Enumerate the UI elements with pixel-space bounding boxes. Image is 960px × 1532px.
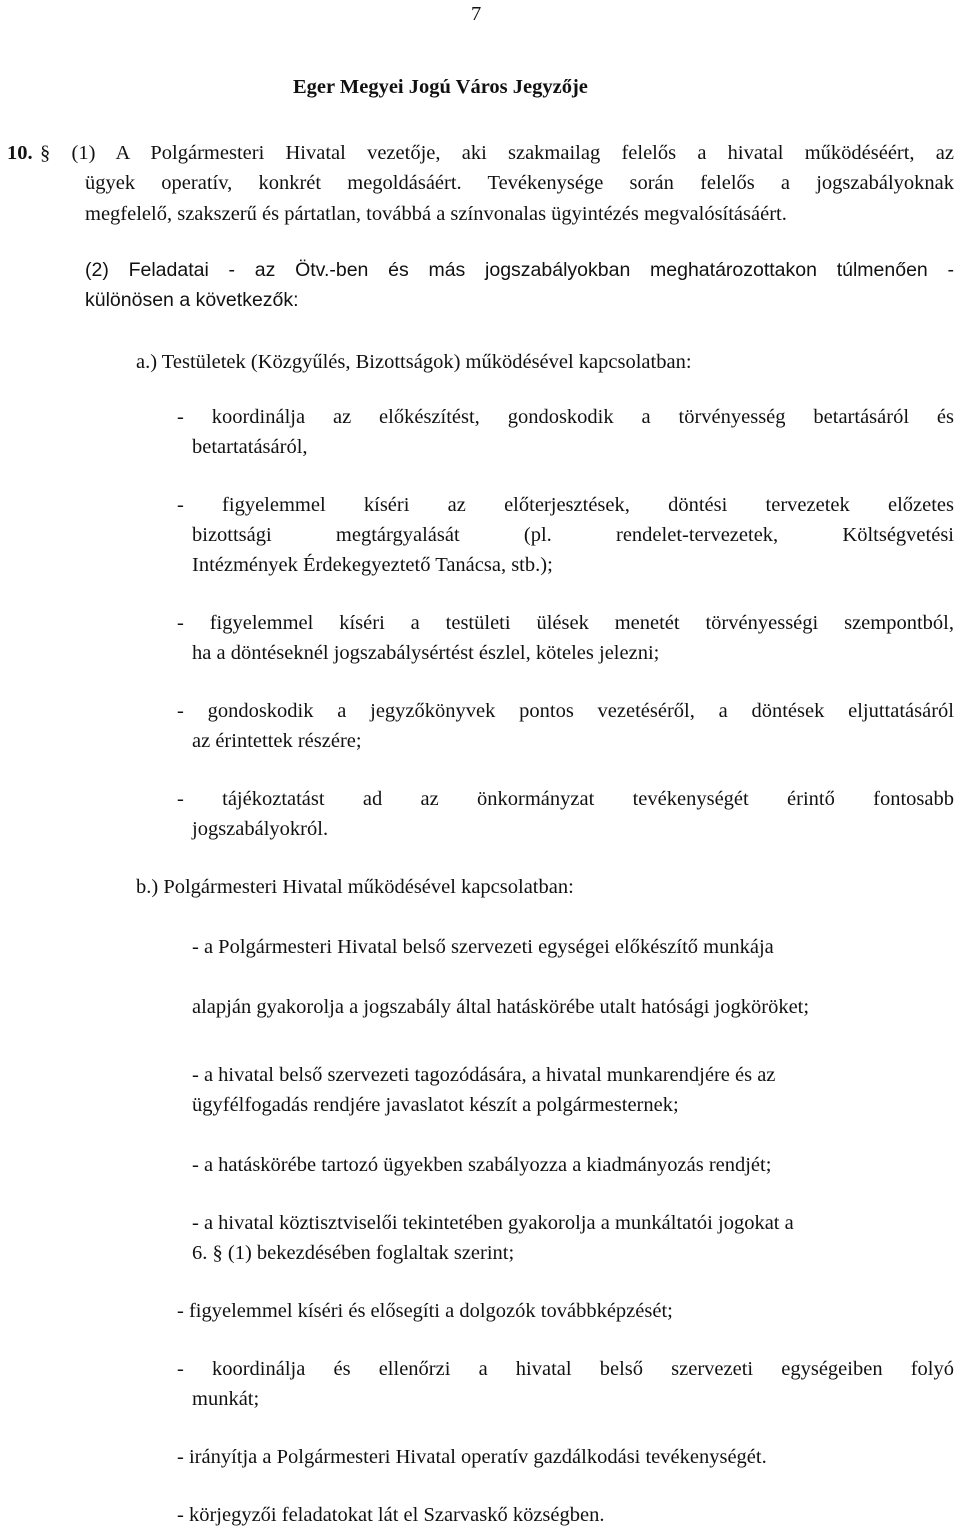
- list-item: bizottsági megtárgyalását (pl. rendelet-tervezetek, Költségvetési: [192, 524, 954, 546]
- list-item: - koordinálja és ellenőrzi a hivatal belső szervezeti egységeiben folyó: [177, 1358, 954, 1380]
- list-item: - gondoskodik a jegyzőkönyvek pontos vezetéséről, a döntések eljuttatásáról: [177, 700, 954, 722]
- subsection-heading: a.) Testületek (Közgyűlés, Bizottságok) működésével kapcsolatban:: [136, 351, 692, 373]
- list-item: - koordinálja az előkészítést, gondoskodik a törvényesség betartásáról és: [177, 406, 954, 428]
- list-item: - figyelemmel kíséri és elősegíti a dolgozók továbbképzését;: [177, 1300, 673, 1322]
- list-item: jogszabályokról.: [192, 818, 329, 840]
- list-item: 6. § (1) bekezdésében foglaltak szerint;: [192, 1242, 515, 1264]
- document-heading: Eger Megyei Jogú Város Jegyzője: [293, 76, 588, 98]
- section-line: ügyek operatív, konkrét megoldásáért. Tevékenysége során felelős a jogszabályoknak: [85, 172, 954, 194]
- list-item: - a hivatal köztisztviselői tekintetében gyakorolja a munkáltatói jogokat a: [192, 1212, 794, 1234]
- list-item: ha a döntéseknél jogszabálysértést észlel, köteles jelezni;: [192, 642, 660, 664]
- section-line: megfelelő, szakszerű és pártatlan, továbbá a színvonalas ügyintézés megvalósításáért.: [85, 203, 787, 225]
- list-item: - irányítja a Polgármesteri Hivatal operatív gazdálkodási tevékenységét.: [177, 1446, 767, 1468]
- section-number: 10.: [7, 142, 33, 164]
- section-line: különösen a következők:: [85, 289, 299, 311]
- list-item: az érintettek részére;: [192, 730, 362, 752]
- list-item: munkát;: [192, 1388, 260, 1410]
- list-item: - tájékoztatást ad az önkormányzat tevékenységét érintő fontosabb: [177, 788, 954, 810]
- list-item: - figyelemmel kíséri az előterjesztések, döntési tervezetek előzetes: [177, 494, 954, 516]
- subsection-heading: b.) Polgármesteri Hivatal működésével kapcsolatban:: [136, 876, 574, 898]
- section-line: § (1) A Polgármesteri Hivatal vezetője, aki szakmailag felelős a hivatal működéséért, az: [40, 142, 954, 164]
- list-item: betartatásáról,: [192, 436, 308, 458]
- list-item: - körjegyzői feladatokat lát el Szarvaskő községben.: [177, 1504, 605, 1526]
- list-item: - a Polgármesteri Hivatal belső szervezeti egységei előkészítő munkája: [192, 936, 774, 958]
- list-item: - a hivatal belső szervezeti tagozódására, a hivatal munkarendjére és az: [192, 1064, 776, 1086]
- list-item: alapján gyakorolja a jogszabály által hatáskörébe utalt hatósági jogköröket;: [192, 996, 810, 1018]
- page-number: 7: [471, 3, 482, 25]
- list-item: - a hatáskörébe tartozó ügyekben szabályozza a kiadmányozás rendjét;: [192, 1154, 772, 1176]
- list-item: Intézmények Érdekegyeztető Tanácsa, stb.);: [192, 554, 553, 576]
- list-item: - figyelemmel kíséri a testületi ülések menetét törvényességi szempontból,: [177, 612, 954, 634]
- list-item: ügyfélfogadás rendjére javaslatot készít a polgármesternek;: [192, 1094, 679, 1116]
- section-line: (2) Feladatai - az Ötv.-ben és más jogszabályokban meghatározottakon túlmenően -: [85, 259, 954, 281]
